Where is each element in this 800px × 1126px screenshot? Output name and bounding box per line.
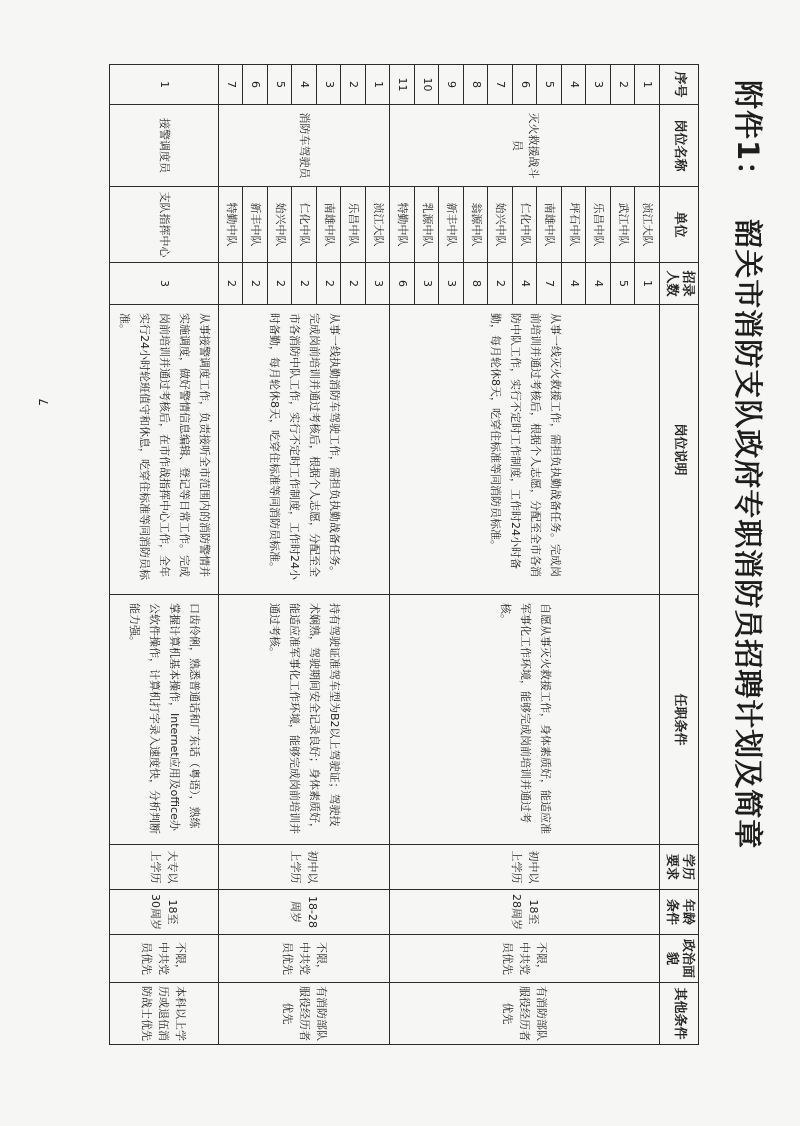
unit-name: 新丰中队 (243, 187, 268, 263)
row-number: 1 (110, 65, 219, 105)
col-header-qualification: 任职条件 (660, 595, 699, 845)
other-conditions: 有消防部队服役经历者优先 (219, 983, 391, 1045)
position-description: 从事接警调度工作，负责接听全市范围内的消防警情并实施调度，做好警情信息编辑、登记等日常工作。完成岗前培训并通过考核后，在市作战指挥中心工作，全年实行24小时轮班值守和休息，吃穿住标准等同消防员标准。 (110, 305, 219, 595)
row-number: 7 (219, 65, 244, 105)
recruit-count: 3 (415, 263, 440, 305)
recruit-count: 2 (317, 263, 342, 305)
col-header-age: 年龄条件 (660, 890, 699, 935)
row-number: 1 (366, 65, 391, 105)
row-number: 3 (317, 65, 342, 105)
political-status: 不限，中共党员优先 (390, 935, 660, 983)
col-header-political: 政治面貌 (660, 935, 699, 983)
recruit-count: 7 (537, 263, 562, 305)
other-conditions: 有消防部队服役经历者优先 (390, 983, 660, 1045)
col-header-education: 学历要求 (660, 845, 699, 890)
row-number: 8 (464, 65, 489, 105)
title-main: 韶关市消防支队政府专职消防员招聘计划及简章 (731, 219, 765, 850)
unit-name: 仁化中队 (513, 187, 538, 263)
row-number: 4 (562, 65, 587, 105)
row-number: 7 (488, 65, 513, 105)
row-number: 6 (513, 65, 538, 105)
row-number: 9 (439, 65, 464, 105)
row-number: 5 (537, 65, 562, 105)
qualification-text: 持有驾驶证准驾车型为B2以上驾驶证；驾驶技术娴熟，驾驶期间安全记录良好；身体素质好，能适应准军事化工作环境，能够完成岗前培训并通过考核。 (219, 595, 391, 845)
position-description: 从事一线执勤消防车驾驶工作，需担负执勤战备任务。完成岗前培训并通过考核后，根据个人志愿，分配至全市各消防中队工作，实行不定时工作制度，工作时24小时备勤，每月轮休8天，吃穿住标准等同消防员标准。 (219, 305, 391, 595)
unit-name: 南雄中队 (317, 187, 342, 263)
unit-name: 乳源中队 (415, 187, 440, 263)
row-number: 10 (415, 65, 440, 105)
row-number: 5 (268, 65, 293, 105)
qualification-text: 口齿伶俐，熟悉普通话和广东话（粤语），熟练掌握计算机基本操作，Internet应用及office办公软件操作，计算机打字录入速度快，分析判断能力强。 (110, 595, 219, 845)
political-status: 不限，中共党员优先 (219, 935, 391, 983)
recruit-count: 2 (292, 263, 317, 305)
recruit-count: 3 (439, 263, 464, 305)
unit-name: 南雄中队 (537, 187, 562, 263)
row-number: 2 (341, 65, 366, 105)
col-header-description: 岗位说明 (660, 305, 699, 595)
row-number: 6 (243, 65, 268, 105)
title-lead: 附件1： (731, 80, 765, 192)
unit-name: 翁源中队 (464, 187, 489, 263)
recruitment-table (109, 64, 699, 1045)
col-header-count: 招录人数 (660, 263, 699, 305)
unit-name: 始兴中队 (268, 187, 293, 263)
row-number: 2 (611, 65, 636, 105)
table-row (366, 65, 391, 1045)
unit-name: 仁化中队 (292, 187, 317, 263)
age-requirement: 18至28周岁 (390, 890, 660, 935)
table-row (635, 65, 660, 1045)
unit-name: 始兴中队 (488, 187, 513, 263)
recruit-count: 2 (268, 263, 293, 305)
qualification-text: 自愿从事灭火救援工作，身体素质好，能适应准军事化工作环境，能够完成岗前培训并通过考核。 (390, 595, 660, 845)
education-requirement: 初中以上学历 (219, 845, 391, 890)
row-number: 4 (292, 65, 317, 105)
recruit-count: 6 (390, 263, 415, 305)
table-row (110, 65, 219, 1045)
unit-name: 浈江大队 (635, 187, 660, 263)
recruit-count: 2 (243, 263, 268, 305)
other-conditions: 本科以上学历或退伍消防战士优先 (110, 983, 219, 1045)
table-header-row (660, 65, 699, 1045)
age-requirement: 18至30周岁 (110, 890, 219, 935)
position-name: 灭火救援战斗员 (390, 105, 660, 187)
education-requirement: 大专以上学历 (110, 845, 219, 890)
col-header-unit: 单位 (660, 187, 699, 263)
recruit-count: 3 (366, 263, 391, 305)
recruit-count: 3 (110, 263, 219, 305)
row-number: 11 (390, 65, 415, 105)
position-name: 消防车驾驶员 (219, 105, 391, 187)
recruit-count: 1 (635, 263, 660, 305)
col-header-position: 岗位名称 (660, 105, 699, 187)
unit-name: 新丰中队 (439, 187, 464, 263)
unit-name: 乐昌中队 (341, 187, 366, 263)
unit-name: 特勤中队 (219, 187, 244, 263)
page-title (729, 80, 770, 1080)
position-name: 接警调度员 (110, 105, 219, 187)
age-requirement: 18-28周岁 (219, 890, 391, 935)
recruit-count: 2 (341, 263, 366, 305)
recruit-count: 8 (464, 263, 489, 305)
col-header-other: 其他条件 (660, 983, 699, 1045)
unit-name: 支队指挥中心 (110, 187, 219, 263)
table-body (110, 65, 660, 1045)
unit-name: 武江中队 (611, 187, 636, 263)
row-number: 3 (586, 65, 611, 105)
recruit-count: 4 (513, 263, 538, 305)
unit-name: 乐昌中队 (586, 187, 611, 263)
position-description: 从事一线灭火救援工作，需担负执勤战备任务。完成岗前培训并通过考核后，根据个人志愿，分配至全市各消防中队工作，实行不定时工作制度，工作时24小时备勤，每月轮休8天，吃穿住标准等同消防员标准。 (390, 305, 660, 595)
recruit-count: 4 (586, 263, 611, 305)
education-requirement: 初中以上学历 (390, 845, 660, 890)
page-number: 7 (36, 398, 51, 406)
row-number: 1 (635, 65, 660, 105)
recruit-count: 2 (219, 263, 244, 305)
recruit-count: 2 (488, 263, 513, 305)
unit-name: 坪石中队 (562, 187, 587, 263)
recruit-count: 5 (611, 263, 636, 305)
political-status: 不限，中共党员优先 (110, 935, 219, 983)
recruit-count: 4 (562, 263, 587, 305)
unit-name: 浈江大队 (366, 187, 391, 263)
unit-name: 特勤中队 (390, 187, 415, 263)
col-header-no: 序号 (660, 65, 699, 105)
